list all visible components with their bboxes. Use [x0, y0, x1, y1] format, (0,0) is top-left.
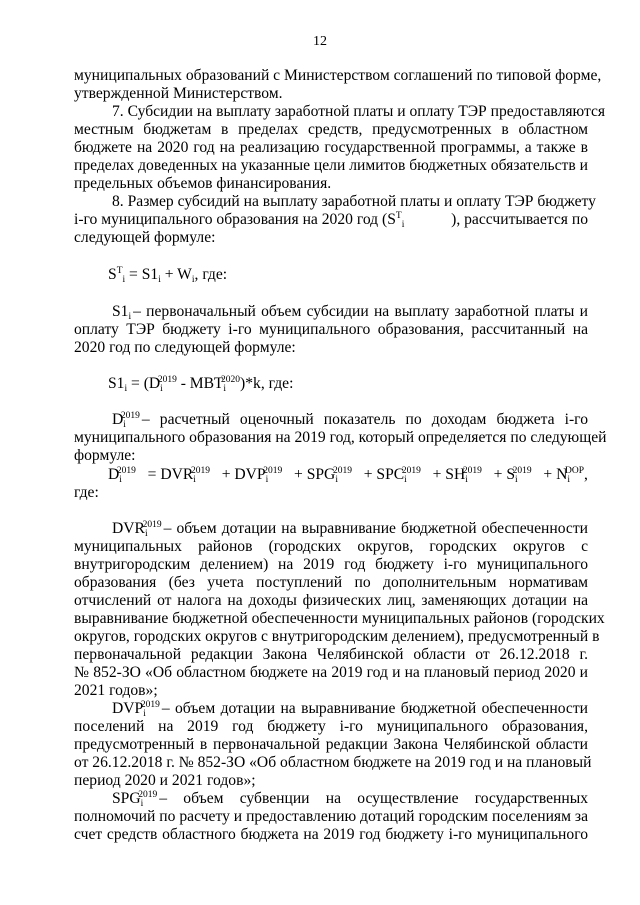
text-line: предусмотренный в первоначальной редакции Закона Челябинской области	[74, 736, 588, 753]
text-line: бюджете на 2020 год на реализацию государственной программы, а также в	[74, 139, 588, 156]
text-line: муниципальных образований с Министерством соглашений по типовой форме,	[74, 67, 602, 84]
text-line: от 26.12.2018 г. № 852-ЗО «Об областном бюджете на 2019 год и на плановый	[74, 754, 592, 771]
text-line: муниципальных районов (городских округов, городских округов с	[74, 538, 588, 555]
formula-s1: $S1_i = (D_i^{2019} - МВТ_i^{2020})*k$, где:	[108, 375, 294, 394]
text-line: поселений на 2019 год бюджету i-го муниципального образования,	[74, 718, 588, 735]
text-line: формуле:	[74, 447, 136, 464]
text-line: отчислений от налога на доходы физических лиц, заменяющих дотации на	[74, 592, 588, 609]
text-line: пределах доведенных на указанные цели лимитов бюджетных обязательств и	[74, 157, 588, 174]
formula-d: $D_i^{2019}$ = $DVR_i^{2019}$ + $DVP_i^{2019}$ + $SPG_i^{2019}$ + $SPC_i^{2019}$ + $SH_i^{2019}$ + $S_i^{2019}$ + $N_i^{DOP}$,	[108, 466, 588, 485]
text-line: предельных объемов финансирования.	[74, 175, 332, 192]
text-line: где:	[74, 484, 99, 501]
text-line: муниципального образования на 2019 год, который определяется по следующей	[74, 429, 607, 446]
text-line: образования (без учета поступлений по дополнительным нормативам	[74, 574, 588, 591]
text-line: счет средств областного бюджета на 2019 год бюджету i-го муниципального	[74, 826, 588, 843]
text-line: внутригородским делением) на 2019 год бюджету i-го муниципального	[74, 556, 588, 573]
text-line: период 2020 и 2021 годов»;	[74, 772, 256, 789]
text-line: 2020 год по следующей формуле:	[74, 339, 296, 356]
paragraph-7-line: 7. Субсидии на выплату заработной платы и оплату ТЭР предоставляются	[112, 103, 606, 120]
definition-spg-line: $SPG_i^{2019}$ – объем субвенции на осуществление государственных	[112, 790, 588, 809]
paragraph-8-line: 8. Размер субсидий на выплату заработной платы и оплату ТЭР бюджету	[112, 193, 596, 210]
definition-d-line: $D_i^{2019}$ – расчетный оценочный показатель по доходам бюджета i-го	[112, 411, 588, 430]
text-line	[74, 211, 588, 231]
text-fragment: ), рассчитывается по	[451, 211, 588, 228]
text-line: первоначальной редакции Закона Челябинской области от 26.12.2018 г.	[74, 646, 588, 663]
text-line: местным бюджетам в пределах средств, предусмотренных в областном	[74, 121, 588, 138]
definition-dvr-line: $DVR_i^{2019}$ – объем дотации на выравнивание бюджетной обеспеченности	[112, 520, 588, 539]
definition-dvp-line: $DVP_i^{2019}$ – объем дотации на выравнивание бюджетной обеспеченности	[112, 700, 588, 719]
text-line: полномочий по расчету и предоставлению дотаций городским поселениям за	[74, 808, 588, 825]
text-line: округов, городских округов с внутригородским делением), предусмотренный в	[74, 628, 600, 645]
formula-s: $S^T_i = S1_i + W_i$, где:	[108, 266, 228, 285]
text-line: выравнивание бюджетной обеспеченности муниципальных районов (городских	[74, 610, 605, 627]
definition-s1-line: $S1_i$ – первоначальный объем субсидии на выплату заработной платы и	[112, 303, 588, 322]
text-line: 2021 годов»;	[74, 682, 158, 699]
page-number: 12	[313, 34, 327, 49]
text-line: № 852-ЗО «Об областном бюджете на 2019 год и на плановый период 2020 и	[74, 664, 588, 681]
text-line: оплату ТЭР бюджету i-го муниципального образования, рассчитанный на	[74, 321, 588, 338]
text-fragment: i-го муниципального образования на 2020 год ($S^T_i$	[74, 211, 405, 230]
text-line: утвержденной Министерством.	[74, 85, 283, 102]
text-line: следующей формуле:	[74, 229, 216, 246]
